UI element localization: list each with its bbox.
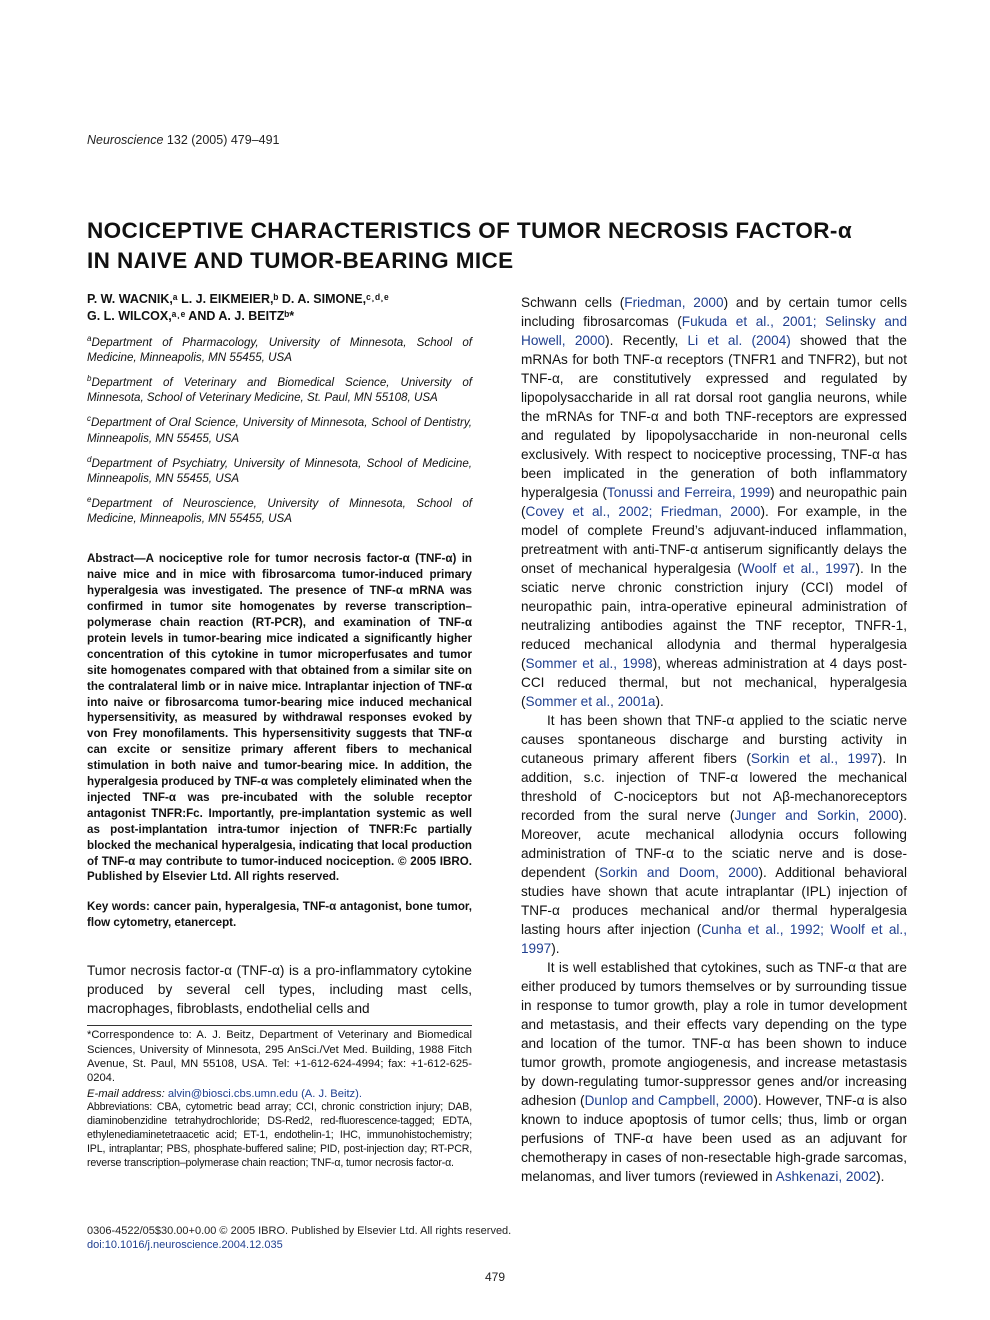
body-text: ) and by certain tumor cells including fibrosarcomas ( [521, 295, 907, 329]
body-text: ). [655, 694, 664, 709]
journal-volume-pages: 132 (2005) 479–491 [163, 133, 280, 147]
citation-link[interactable]: Sorkin and Doom, 2000 [599, 865, 759, 880]
citation-link[interactable]: Woolf et al., 1997 [741, 561, 856, 576]
affiliation-e [87, 492, 472, 527]
affiliation-text: Department of Neuroscience, University of Minnesota, School of Medicine, Minneapolis, MN 55455, USA [87, 496, 472, 525]
citation-link[interactable]: Ashkenazi, 2002 [775, 1169, 877, 1184]
body-text: ), whereas administration at 4 days post-CCI reduced thermal, but not mechanical, hyperalgesia ( [521, 656, 907, 709]
body-paragraph-1 [521, 293, 907, 711]
affiliation-marker: a [87, 334, 92, 343]
affiliation-marker: b [87, 374, 92, 384]
citation-link[interactable]: Junger and Sorkin, 2000 [734, 808, 899, 823]
body-text: ). [551, 941, 560, 956]
body-text: It has been shown that TNF-α applied to the sciatic nerve causes spontaneous discharge and bursting activity in cutaneous primary afferent fibers ( [521, 713, 907, 766]
journal-name: Neuroscience [87, 133, 164, 147]
citation-link[interactable]: Fukuda et al., 2001; Selinsky and Howell, 2000 [521, 314, 908, 348]
left-column [87, 291, 472, 1170]
journal-citation [87, 133, 280, 147]
issn-copyright-line: 0306-4522/05$30.00+0.00 © 2005 IBRO. Published by Elsevier Ltd. All rights reserved. [87, 1225, 512, 1237]
authors-line-2: G. L. WILCOX,ᵃ˒ᵉ AND A. J. BEITZᵇ* [87, 309, 295, 323]
body-text: showed that the mRNAs for both TNF-α receptors (TNFR1 and TNFR2), but not TNF-α, are constitutively expressed and regulated by lipopolysaccharide in all rat dorsal root ganglia neurons, while the mRNAs for TNF-α and both TNF-receptors are expressed and regulated by lipopolysaccharide in non-neuronal cells exclusively. With respect to nociceptive processing, TNF-α has been implicated in the generation of both inflammatory hyperalgesia ( [521, 333, 907, 500]
copyright-block [87, 1224, 587, 1252]
abbreviations-footnote [87, 1101, 472, 1170]
body-text: It is well established that cytokines, such as TNF-α that are either produced by tumors themselves or by surrounding tissue in response to tumor growth, play a role in tumor development and metastasis, and their effects vary depending on the type and location of the tumor. TNF-α has been shown to induce tumor growth, promote angiogenesis, and increase metastasis by down-regulating tumor-suppressor genes and/or increasing adhesion ( [521, 960, 907, 1108]
body-text: Schwann cells ( [521, 295, 625, 310]
citation-link[interactable]: Friedman, 2000 [624, 295, 724, 310]
affiliation-text: Department of Oral Science, University of Minnesota, School of Dentistry, Minneapolis, MN 55455, USA [87, 416, 472, 445]
title-line-2: IN NAIVE AND TUMOR-BEARING MICE [87, 248, 514, 273]
email-label: E-mail address: [87, 1088, 165, 1101]
abbreviations-label: Abbreviations: [87, 1101, 153, 1114]
affiliation-marker: d [87, 454, 92, 464]
article-title [87, 216, 897, 276]
body-text: ) and neuropathic pain ( [521, 485, 907, 519]
citation-link[interactable]: Sommer et al., 2001a [525, 694, 656, 709]
body-text: ). However, TNF-α is also known to induce apoptosis of tumor cells; thus, limb or organ perfusions of TNF-α have been used as an adjuvant for chemotherapy in cases of non-resectable high-grade sarcomas, melanomas, and liver tumors (reviewed in [521, 1093, 907, 1184]
affiliation-c [87, 411, 472, 446]
body-paragraph-3 [521, 958, 907, 1186]
affiliation-text: Department of Psychiatry, University of Minnesota, School of Medicine, Minneapolis, MN 55455, USA [87, 456, 472, 485]
citation-link[interactable]: Sommer et al., 1998 [525, 656, 653, 671]
affiliation-text: Department of Veterinary and Biomedical Science, University of Minnesota, School of Veterinary Medicine, St. Paul, MN 55108, USA [87, 376, 472, 405]
body-text: ). Moreover, acute mechanical allodynia occurs following administration of TNF-α to the sciatic nerve and is dose-dependent ( [521, 808, 907, 880]
abbreviations-text: CBA, cytometric bead array; CCI, chronic constriction injury; DAB, diaminobenzidine tetrahydrochloride; DS-Red2, red-fluorescence-tagged; EDTA, ethylenediaminetetraacetic acid; ET-1, endothelin-1; IHC, immunohistochemistry; IPL, intraplantar; PBS, phosphate-buffered saline; PID, post-injection day; RT-PCR, reverse transcription–polymerase chain reaction; TNF-α, tumor necrosis factor-α. [87, 1101, 472, 1169]
body-text: ). Additional behavioral studies have shown that acute intraplantar (IPL) injection of TNF-α produces mechanical and/or thermal hyperalgesia lasting hours after injection ( [521, 865, 907, 937]
authors-line-1: P. W. WACNIK,ᵃ L. J. EIKMEIER,ᵇ D. A. SIMONE,ᶜ˒ᵈ˒ᵉ [87, 292, 389, 306]
citation-link[interactable]: Cunha et al., 1992; Woolf et al., 1997 [521, 922, 907, 956]
intro-paragraph: Tumor necrosis factor-α (TNF-α) is a pro-inflammatory cytokine produced by several cell types, including mast cells, macrophages, fibroblasts, endothelial cells and [87, 963, 472, 1017]
abstract: Abstract—A nociceptive role for tumor necrosis factor-α (TNF-α) in naive mice and in mice with fibrosarcoma tumor-induced primary hyperalgesia was investigated. The presence of TNF-α mRNA was confirmed in tumor site homogenates by reverse transcription–polymerase chain reaction (RT-PCR), and examination of TNF-α protein levels in tumor-bearing mice indicated a significantly higher concentration of this cytokine in tumor microperfusates and tumor site homogenates compared with that obtained from a similar site on the contralateral limb or in naive mice. Intraplantar injection of TNF-α into naive or fibrosarcoma tumor-bearing mice induced mechanical hypersensitivity, as measured by withdrawal responses evoked by von Frey monofilaments. This hypersensitivity suggests that TNF-α can excite or sensitize primary afferent fibers to mechanical stimulation in both naive and tumor-bearing mice. In addition, the hyperalgesia produced by TNF-α was completely eliminated when the injected TNF-α was pre-incubated with the soluble receptor antagonist TNFR:Fc. Importantly, pre-implantation systemic as well as post-implantation intra-tumor injection of TNFR:Fc partially blocked the mechanical hyperalgesia, indicating that local production of TNF-α may contribute to tumor-induced nociception. © 2005 IBRO. Published by Elsevier Ltd. All rights reserved. [87, 552, 472, 884]
body-text: ). For example, in the model of complete Freund’s adjuvant-induced inflammation, pretreatment with anti-TNF-α antiserum significantly delays the onset of mechanical hyperalgesia ( [521, 504, 908, 576]
body-text: ). In the sciatic nerve chronic constriction injury (CCI) model of neuropathic pain, intra-operative epineural administration of neutralizing antibodies against the TNF receptor, TNFR-1, reduced mechanical allodynia and thermal hyperalgesia ( [521, 561, 907, 671]
affiliation-a [87, 331, 472, 366]
citation-link[interactable]: Dunlop and Campbell, 2000 [584, 1093, 754, 1108]
email-footnote [87, 1087, 472, 1101]
body-text: ). Recently, [605, 333, 688, 348]
body-text: ). [876, 1169, 885, 1184]
affiliation-d [87, 452, 472, 487]
citation-link[interactable]: Li et al. (2004) [687, 333, 791, 348]
page-number: 479 [484, 1270, 506, 1284]
doi-line[interactable]: doi:10.1016/j.neuroscience.2004.12.035 [87, 1239, 283, 1251]
author-list [87, 291, 472, 325]
citation-link[interactable]: Sorkin et al., 1997 [750, 751, 878, 766]
citation-link[interactable]: Tonussi and Ferreira, 1999 [606, 485, 771, 500]
affiliation-text: Department of Pharmacology, University of Minnesota, School of Medicine, Minneapolis, MN 55455, USA [87, 335, 472, 365]
right-column [521, 293, 907, 1186]
body-paragraph-2 [521, 711, 907, 958]
title-line-1: NOCICEPTIVE CHARACTERISTICS OF TUMOR NECROSIS FACTOR-α [87, 218, 853, 243]
footnote-rule [87, 1025, 472, 1026]
correspondence-footnote: *Correspondence to: A. J. Beitz, Department of Veterinary and Biomedical Sciences, University of Minnesota, 295 AnSci./Vet Med. Building, 1988 Fitch Avenue, St. Paul, MN 55108, USA. Tel: +1-612-624-4994; fax: +1-612-625-0204. [87, 1029, 472, 1084]
affiliation-b [87, 371, 472, 406]
affiliation-marker: c [87, 414, 91, 424]
email-link[interactable]: alvin@biosci.cbs.umn.edu (A. J. Beitz). [164, 1088, 362, 1101]
affiliation-marker: e [87, 494, 92, 504]
citation-link[interactable]: Covey et al., 2002; Friedman, 2000 [525, 504, 761, 519]
keywords: Key words: cancer pain, hyperalgesia, TNF-α antagonist, bone tumor, flow cytometry, etanercept. [87, 900, 472, 930]
body-text: ). In addition, s.c. injection of TNF-α lowered the mechanical threshold of C-nociceptors but not Aβ-mechanoreceptors recorded from the sural nerve ( [521, 751, 907, 823]
